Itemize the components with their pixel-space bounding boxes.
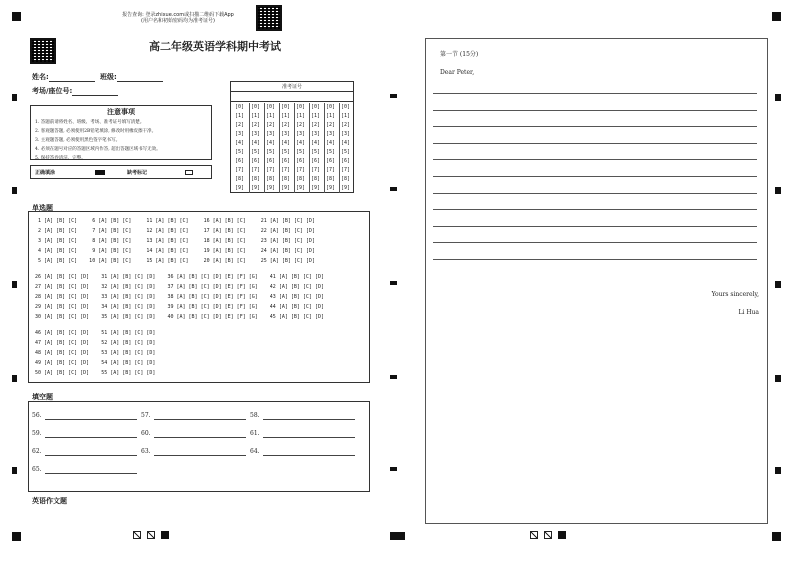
exam-id-bubble[interactable]: [2]	[235, 122, 245, 128]
exam-id-bubble[interactable]: [0]	[281, 104, 291, 110]
exam-id-bubble[interactable]: [0]	[311, 104, 321, 110]
exam-id-box	[230, 81, 354, 193]
mc-question-row[interactable]: 5 [A] [B] [C] 10 [A] [B] [C] 15 [A] [B] [C] 20 [A] [B] [C] 25 [A] [B] [C] [D]	[35, 258, 315, 264]
exam-id-bubble[interactable]: [8]	[251, 176, 261, 182]
note-item: 3. 主观题答题, 必须使用黑色签字笔书写。	[35, 138, 121, 143]
mc-question-row[interactable]: 29 [A] [B] [C] [D] 34 [A] [B] [C] [D] 39 [A] [B] [C] [D] [E] [F] [G] 44 [A] [B] [C] [D]	[35, 304, 324, 310]
exam-id-bubble[interactable]: [6]	[326, 158, 336, 164]
mc-question-row[interactable]: 2 [A] [B] [C] 7 [A] [B] [C] 12 [A] [B] [C] 17 [A] [B] [C] 22 [A] [B] [C] [D]	[35, 228, 315, 234]
absent-mark-checkbox[interactable]	[185, 170, 193, 175]
exam-id-bubble[interactable]: [6]	[296, 158, 306, 164]
exam-id-bubble[interactable]: [3]	[311, 131, 321, 137]
exam-id-bubble[interactable]: [4]	[296, 140, 306, 146]
fill-question-number: 60.	[141, 430, 151, 437]
exam-id-bubble[interactable]: [2]	[266, 122, 276, 128]
mc-question-row[interactable]: 30 [A] [B] [C] [D] 35 [A] [B] [C] [D] 40 [A] [B] [C] [D] [E] [F] [G] 45 [A] [B] [C] [D]	[35, 314, 324, 320]
timing-mark	[12, 375, 17, 382]
correct-fill-sample	[95, 170, 105, 175]
essay-writing-line[interactable]	[433, 193, 757, 194]
page-mark-filled	[161, 531, 169, 539]
exam-id-bubble[interactable]: [3]	[251, 131, 261, 137]
exam-id-bubble[interactable]: [8]	[341, 176, 351, 182]
exam-id-bubble[interactable]: [4]	[235, 140, 245, 146]
exam-id-digit-column	[264, 103, 275, 193]
class-field[interactable]	[100, 72, 163, 82]
timing-mark	[12, 467, 17, 474]
essay-greeting: Dear Peter,	[440, 69, 475, 76]
timing-mark	[390, 281, 397, 285]
fill-question-number: 61.	[250, 430, 260, 437]
timing-mark	[775, 467, 781, 474]
exam-id-bubble[interactable]: [8]	[235, 176, 245, 182]
seat-field[interactable]	[32, 86, 118, 96]
fill-answer-line[interactable]	[263, 455, 355, 456]
student-qr-code	[30, 38, 56, 64]
exam-id-bubble[interactable]: [2]	[296, 122, 306, 128]
exam-id-bubble[interactable]: [6]	[235, 158, 245, 164]
exam-id-bubble[interactable]: [3]	[235, 131, 245, 137]
exam-id-bubble[interactable]: [4]	[281, 140, 291, 146]
timing-mark	[390, 375, 397, 379]
page-mark-filled	[558, 531, 566, 539]
exam-id-bubble[interactable]: [9]	[296, 185, 306, 191]
fill-answer-line[interactable]	[263, 437, 355, 438]
essay-answer-box	[425, 38, 768, 524]
report-notice	[108, 12, 248, 24]
timing-mark	[12, 12, 21, 21]
exam-id-bubble[interactable]: [7]	[326, 167, 336, 173]
correct-fill-label: 正确填涂	[35, 170, 56, 176]
fill-question-number: 63.	[141, 448, 151, 455]
timing-mark	[12, 532, 21, 541]
exam-id-bubble[interactable]: [5]	[251, 149, 261, 155]
timing-mark	[775, 94, 781, 101]
exam-id-bubble[interactable]: [9]	[341, 185, 351, 191]
name-field[interactable]	[32, 72, 95, 82]
essay-writing-line[interactable]	[433, 126, 757, 127]
exam-id-digit-column	[234, 103, 244, 193]
page-mark-slash	[530, 531, 538, 539]
mc-question-row[interactable]: 46 [A] [B] [C] [D] 51 [A] [B] [C] [D]	[35, 330, 156, 336]
timing-mark	[775, 375, 781, 382]
exam-id-bubble[interactable]: [7]	[251, 167, 261, 173]
exam-id-bubble[interactable]: [4]	[311, 140, 321, 146]
essay-writing-line[interactable]	[433, 176, 757, 177]
mc-section-title: 单选题	[32, 204, 53, 212]
timing-mark	[775, 187, 781, 194]
exam-id-bubble[interactable]: [5]	[281, 149, 291, 155]
page-mark-slash	[147, 531, 155, 539]
exam-id-bubble[interactable]: [3]	[266, 131, 276, 137]
fill-question-number: 57.	[141, 412, 151, 419]
exam-id-bubble[interactable]: [9]	[235, 185, 245, 191]
page-mark-slash	[544, 531, 552, 539]
exam-id-bubble[interactable]: [1]	[251, 113, 261, 119]
note-item: 1. 答题前请将姓名、班级、考场、准考证号填写清楚。	[35, 120, 145, 125]
fill-answer-box	[28, 401, 370, 492]
exam-id-bubble[interactable]: [7]	[281, 167, 291, 173]
exam-id-bubble[interactable]: [3]	[326, 131, 336, 137]
exam-id-bubble[interactable]: [7]	[266, 167, 276, 173]
exam-id-digit-column	[339, 103, 350, 193]
exam-id-bubble[interactable]: [6]	[311, 158, 321, 164]
note-item: 5. 保持答卷清洁、完整。	[35, 156, 86, 161]
mc-question-row[interactable]: 48 [A] [B] [C] [D] 53 [A] [B] [C] [D]	[35, 350, 156, 356]
exam-id-bubble[interactable]: [2]	[281, 122, 291, 128]
class-label: 班级:	[100, 73, 117, 81]
mc-question-row[interactable]: 27 [A] [B] [C] [D] 32 [A] [B] [C] [D] 37 [A] [B] [C] [D] [E] [F] [G] 42 [A] [B] [C] [D]	[35, 284, 324, 290]
seat-label: 考场/座位号:	[32, 87, 73, 95]
exam-id-bubble[interactable]: [0]	[326, 104, 336, 110]
fill-question-number: 62.	[32, 448, 42, 455]
page-mark-slash	[133, 531, 141, 539]
essay-writing-line[interactable]	[433, 159, 757, 160]
timing-mark	[772, 532, 781, 541]
fill-answer-line[interactable]	[154, 455, 246, 456]
exam-id-bubble[interactable]: [0]	[296, 104, 306, 110]
absent-mark-label: 缺考标记	[127, 170, 148, 176]
timing-mark	[772, 12, 781, 21]
exam-id-bubble[interactable]: [1]	[326, 113, 336, 119]
essay-writing-line[interactable]	[433, 242, 757, 243]
essay-closing: Yours sincerely,	[711, 291, 759, 298]
exam-id-digit-column	[309, 103, 320, 193]
exam-id-bubble[interactable]: [7]	[341, 167, 351, 173]
exam-id-bubble[interactable]: [0]	[266, 104, 276, 110]
exam-id-bubble[interactable]: [6]	[266, 158, 276, 164]
essay-writing-line[interactable]	[433, 93, 757, 94]
exam-id-bubble[interactable]: [6]	[251, 158, 261, 164]
mc-question-row[interactable]: 47 [A] [B] [C] [D] 52 [A] [B] [C] [D]	[35, 340, 156, 346]
exam-id-bubble[interactable]: [3]	[341, 131, 351, 137]
note-item: 4. 必须在题号对应的答题区域内作答, 超出答题区域书写无效。	[35, 147, 161, 152]
fill-answer-line[interactable]	[45, 419, 137, 420]
fill-answer-line[interactable]	[45, 437, 137, 438]
exam-id-bubble[interactable]: [6]	[281, 158, 291, 164]
fill-answer-line[interactable]	[45, 455, 137, 456]
timing-mark	[397, 532, 405, 540]
timing-mark	[390, 467, 397, 471]
exam-id-bubble[interactable]: [2]	[326, 122, 336, 128]
fill-answer-line[interactable]	[154, 419, 246, 420]
exam-id-bubble[interactable]: [9]	[266, 185, 276, 191]
exam-id-bubble[interactable]: [9]	[326, 185, 336, 191]
exam-id-bubble[interactable]: [4]	[251, 140, 261, 146]
essay-section-title: 英语作文题	[32, 497, 67, 505]
exam-id-bubble[interactable]: [8]	[296, 176, 306, 182]
exam-id-bubble[interactable]: [8]	[281, 176, 291, 182]
fill-question-number: 65.	[32, 466, 42, 473]
mc-question-row[interactable]: 3 [A] [B] [C] 8 [A] [B] [C] 13 [A] [B] [C] 18 [A] [B] [C] 23 [A] [B] [C] [D]	[35, 238, 315, 244]
exam-id-bubble[interactable]: [1]	[266, 113, 276, 119]
fill-answer-line[interactable]	[154, 437, 246, 438]
timing-mark	[12, 281, 17, 288]
notes-box	[30, 105, 212, 160]
exam-id-bubble[interactable]: [0]	[341, 104, 351, 110]
fill-question-number: 58.	[250, 412, 260, 419]
timing-mark	[390, 187, 397, 191]
note-item: 2. 客观题答题, 必须使用2B铅笔填涂, 修改时用橡皮擦干净。	[35, 129, 157, 134]
exam-id-bubble[interactable]: [5]	[326, 149, 336, 155]
exam-id-bubble[interactable]: [4]	[326, 140, 336, 146]
report-notice-line1: 报告查询: 登录zhixue.com或扫描二维码下载App	[122, 12, 234, 18]
exam-id-bubble[interactable]: [2]	[311, 122, 321, 128]
exam-id-bubble[interactable]: [7]	[235, 167, 245, 173]
essay-writing-line[interactable]	[433, 209, 757, 210]
mc-question-row[interactable]: 26 [A] [B] [C] [D] 31 [A] [B] [C] [D] 36 [A] [B] [C] [D] [E] [F] [G] 41 [A] [B] [C] [D]	[35, 274, 324, 280]
essay-writing-line[interactable]	[433, 110, 757, 111]
fill-answer-line[interactable]	[45, 473, 137, 474]
mc-question-row[interactable]: 50 [A] [B] [C] [D] 55 [A] [B] [C] [D]	[35, 370, 156, 376]
report-notice-line2: (用户名和初始密码均为准考证号)	[141, 18, 215, 24]
exam-id-bubble[interactable]: [3]	[296, 131, 306, 137]
essay-writing-line[interactable]	[433, 143, 757, 144]
essay-writing-line[interactable]	[433, 226, 757, 227]
mc-answer-box	[28, 211, 370, 383]
timing-mark	[12, 94, 17, 101]
exam-id-bubble[interactable]: [8]	[326, 176, 336, 182]
exam-id-digit-column	[279, 103, 290, 193]
exam-id-bubble[interactable]: [7]	[296, 167, 306, 173]
fill-example-box	[30, 165, 212, 179]
exam-id-bubble[interactable]: [7]	[311, 167, 321, 173]
exam-id-bubble[interactable]: [3]	[281, 131, 291, 137]
mc-question-row[interactable]: 28 [A] [B] [C] [D] 33 [A] [B] [C] [D] 38 [A] [B] [C] [D] [E] [F] [G] 43 [A] [B] [C] [D]	[35, 294, 324, 300]
fill-question-number: 56.	[32, 412, 42, 419]
fill-question-number: 59.	[32, 430, 42, 437]
exam-id-bubble[interactable]: [1]	[296, 113, 306, 119]
essay-writing-line[interactable]	[433, 259, 757, 260]
app-qr-code	[256, 5, 282, 31]
exam-id-bubble[interactable]: [5]	[266, 149, 276, 155]
exam-id-bubble[interactable]: [1]	[235, 113, 245, 119]
timing-mark	[775, 281, 781, 288]
exam-id-bubble[interactable]: [9]	[281, 185, 291, 191]
exam-id-bubble[interactable]: [0]	[235, 104, 245, 110]
exam-id-title: 准考证号	[281, 84, 302, 90]
exam-id-digit-column	[294, 103, 305, 193]
exam-id-bubble[interactable]: [5]	[235, 149, 245, 155]
exam-id-bubble[interactable]: [4]	[341, 140, 351, 146]
page-title: 高二年级英语学科期中考试	[149, 40, 281, 53]
timing-mark	[390, 94, 397, 98]
name-label: 姓名:	[32, 73, 49, 81]
exam-id-bubble[interactable]: [5]	[341, 149, 351, 155]
exam-id-bubble[interactable]: [6]	[341, 158, 351, 164]
essay-part-label: 第一节 (15分)	[440, 51, 479, 58]
exam-id-bubble[interactable]: [0]	[251, 104, 261, 110]
exam-id-bubble[interactable]: [2]	[341, 122, 351, 128]
exam-id-bubble[interactable]: [1]	[281, 113, 291, 119]
fill-question-number: 64.	[250, 448, 260, 455]
mc-question-row[interactable]: 4 [A] [B] [C] 9 [A] [B] [C] 14 [A] [B] [C] 19 [A] [B] [C] 24 [A] [B] [C] [D]	[35, 248, 315, 254]
exam-id-bubble[interactable]: [9]	[251, 185, 261, 191]
exam-id-bubble[interactable]: [9]	[311, 185, 321, 191]
essay-signature: Li Hua	[738, 309, 759, 316]
exam-id-bubble[interactable]: [1]	[341, 113, 351, 119]
exam-id-bubble[interactable]: [5]	[311, 149, 321, 155]
exam-id-digit-column	[324, 103, 335, 193]
fill-answer-line[interactable]	[263, 419, 355, 420]
notes-title: 注意事项	[107, 108, 135, 116]
fill-section-title: 填空题	[32, 393, 53, 401]
exam-id-bubble[interactable]: [8]	[311, 176, 321, 182]
exam-id-bubble[interactable]: [5]	[296, 149, 306, 155]
exam-id-bubble[interactable]: [2]	[251, 122, 261, 128]
timing-mark	[12, 187, 17, 194]
mc-question-row[interactable]: 49 [A] [B] [C] [D] 54 [A] [B] [C] [D]	[35, 360, 156, 366]
mc-question-row[interactable]: 1 [A] [B] [C] 6 [A] [B] [C] 11 [A] [B] [C] 16 [A] [B] [C] 21 [A] [B] [C] [D]	[35, 218, 315, 224]
exam-id-digit-column	[249, 103, 260, 193]
exam-id-bubble[interactable]: [8]	[266, 176, 276, 182]
exam-id-bubble[interactable]: [1]	[311, 113, 321, 119]
exam-id-bubble[interactable]: [4]	[266, 140, 276, 146]
